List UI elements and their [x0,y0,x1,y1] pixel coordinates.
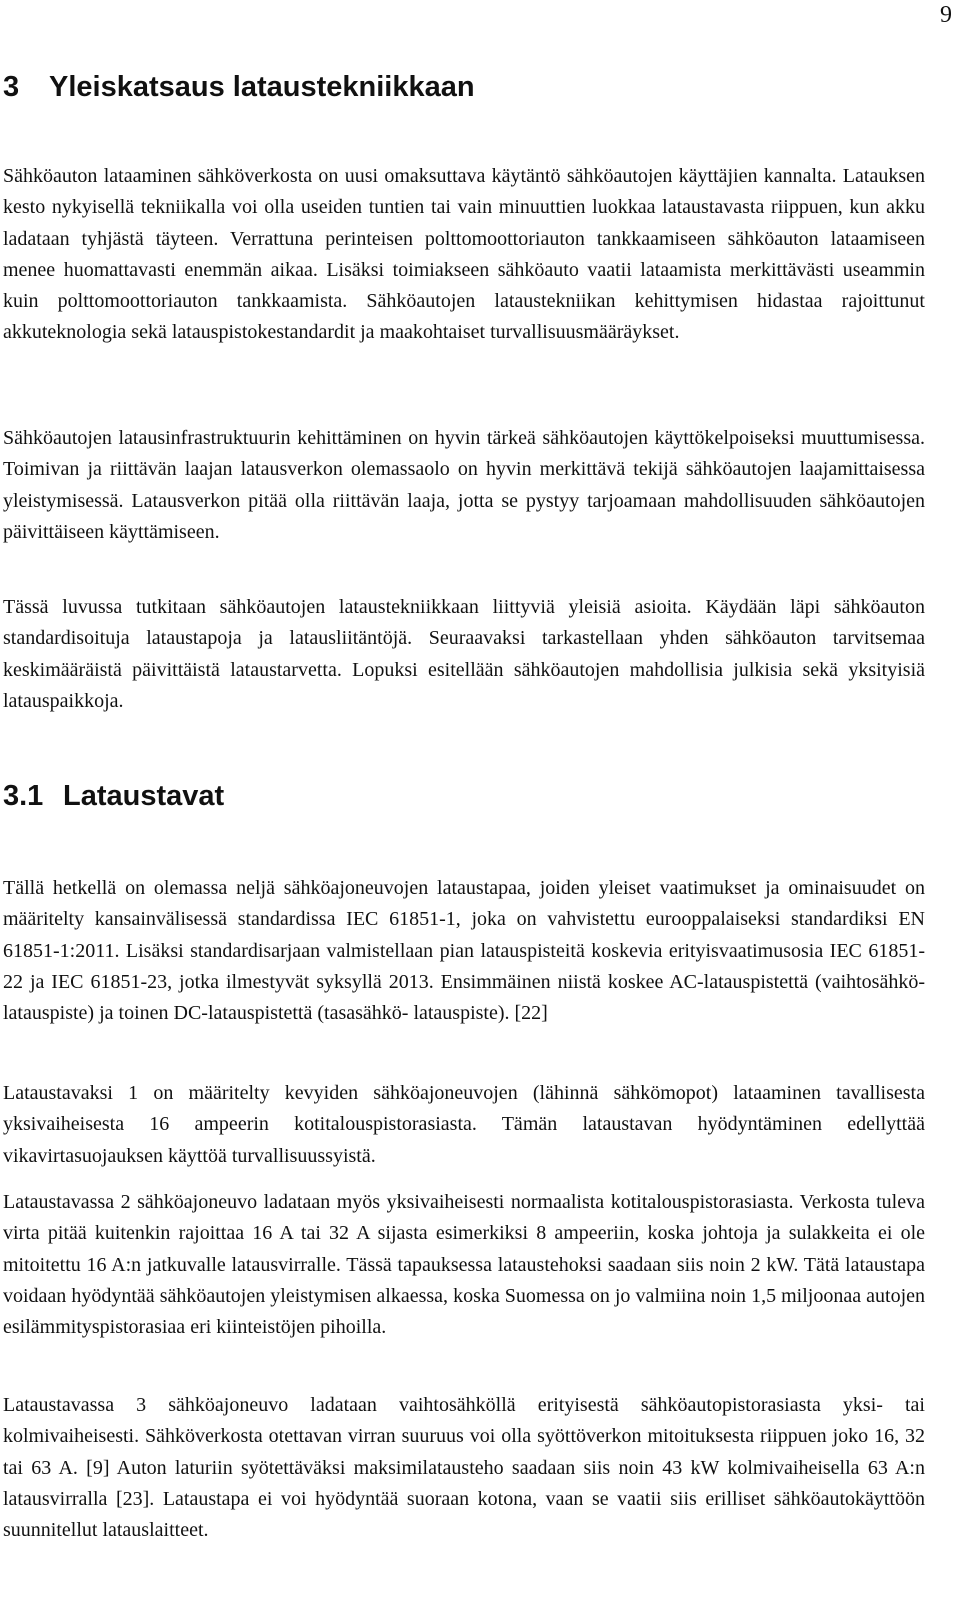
subsection-title: Lataustavat [63,780,225,812]
subsection-heading [3,780,224,813]
section-title: Yleiskatsaus lataustekniikkaan [49,71,475,103]
subsection-number: 3.1 [3,780,44,812]
page-number: 9 [940,2,952,28]
paragraph: Lataustavassa 2 sähköajoneuvo ladataan myös yksivaiheisesti normaalista kotitalouspistorasiasta. Verkosta tuleva virta pitää kuitenkin rajoittaa 16 A tai 32 A sijasta esimerkiksi 8 ampeeriin, koska johtoja ja sulakkeita ei ole mitoitettu 16 A:n jatkuvalle latausvirralle. Tässä tapauksessa lataustehoksi saadaan siis noin 2 kW. Tätä lataustapa voidaan hyödyntää sähköautojen yleistymisen alkaessa, koska Suomessa on jo valmiina noin 1,5 miljoonaa autojen esilämmityspistorasiaa eri kiinteistöjen pihoilla. [3,1191,925,1339]
paragraph: Lataustavassa 3 sähköajoneuvo ladataan vaihtosähköllä erityisestä sähköautopistorasiasta yksi- tai kolmivaiheisesti. Sähköverkosta otettavan virran suuruus voi olla syöttöverkon mitoituksesta riippuen joko 16, 32 tai 63 A. [9] Auton laturiin syötettäväksi maksimilatausteho saadaan siis noin 43 kW kolmivaiheisella 63 A:n latausvirralla [23]. Lataustapa ei voi hyödyntää suoraan kotona, vaan se vaatii siis erilliset sähköautokäyttöön suunnitellut latauslaitteet. [3,1394,925,1542]
paragraph: Tässä luvussa tutkitaan sähköautojen lataustekniikkaan liittyviä yleisiä asioita. Käydään läpi sähköauton standardisoituja lataustapoja ja latausliitäntöjä. Seuraavaksi tarkastellaan yhden sähköauton tarvitsemaa keskimääräistä päivittäistä lataustarvetta. Lopuksi esitellään sähköautojen mahdollisia julkisia sekä yksityisiä latauspaikkoja. [3,596,925,712]
section-heading [3,71,475,104]
paragraph: Tällä hetkellä on olemassa neljä sähköajoneuvojen lataustapaa, joiden yleiset vaatimukset ja ominaisuudet on määritelty kansainvälisessä standardissa IEC 61851-1, joka on vahvistettu eurooppalaiseksi standardiksi EN 61851-1:2011. Lisäksi standardisarjaan valmistellaan pian latauspisteitä koskevia erityisvaatimusosia IEC 61851-22 ja IEC 61851-23, jotka ilmestyvät syksyllä 2013. Ensimmäinen niistä koskee AC-latauspistettä (vaihtosähkö- latauspiste) ja toinen DC-latauspistettä (tasasähkö- latauspiste). [22] [3,877,925,1025]
paragraph: Sähköauton lataaminen sähköverkosta on uusi omaksuttava käytäntö sähköautojen käyttäjien kannalta. Latauksen kesto nykyisellä tekniikalla voi olla useiden tuntien tai vain minuuttien luokkaa lataustavasta riippuen, kun akku ladataan tyhjästä täyteen. Verrattuna perinteisen polttomoottoriauton tankkaamiseen sähköauton lataamiseen menee huomattavasti enemmän aikaa. Lisäksi toimiakseen sähköauto vaatii lataamista merkittävästi useammin kuin polttomoottoriauton tankkaamista. Sähköautojen lataustekniikan kehittymisen hidastaa rajoittunut akkuteknologia sekä latauspistokestandardit ja maakohtaiset turvallisuusmääräykset. [3,165,925,344]
section-number: 3 [3,71,20,103]
paragraph: Lataustavaksi 1 on määritelty kevyiden sähköajoneuvojen (lähinnä sähkömopot) lataaminen tavallisesta yksivaiheisesta 16 ampeerin kotitalouspistorasiasta. Tämän lataustavan hyödyntäminen edellyttää vikavirtasuojauksen käyttöä turvallisuussyistä. [3,1082,925,1167]
paragraph: Sähköautojen latausinfrastruktuurin kehittäminen on hyvin tärkeä sähköautojen käyttökelpoiseksi muuttumisessa. Toimivan ja riittävän laajan latausverkon olemassaolo on hyvin merkittävä tekijä sähköautojen laajamittaisessa yleistymisessä. Latausverkon pitää olla riittävän laaja, jotta se pystyy tarjoamaan mahdollisuuden sähköautojen päivittäiseen käyttämiseen. [3,427,925,543]
